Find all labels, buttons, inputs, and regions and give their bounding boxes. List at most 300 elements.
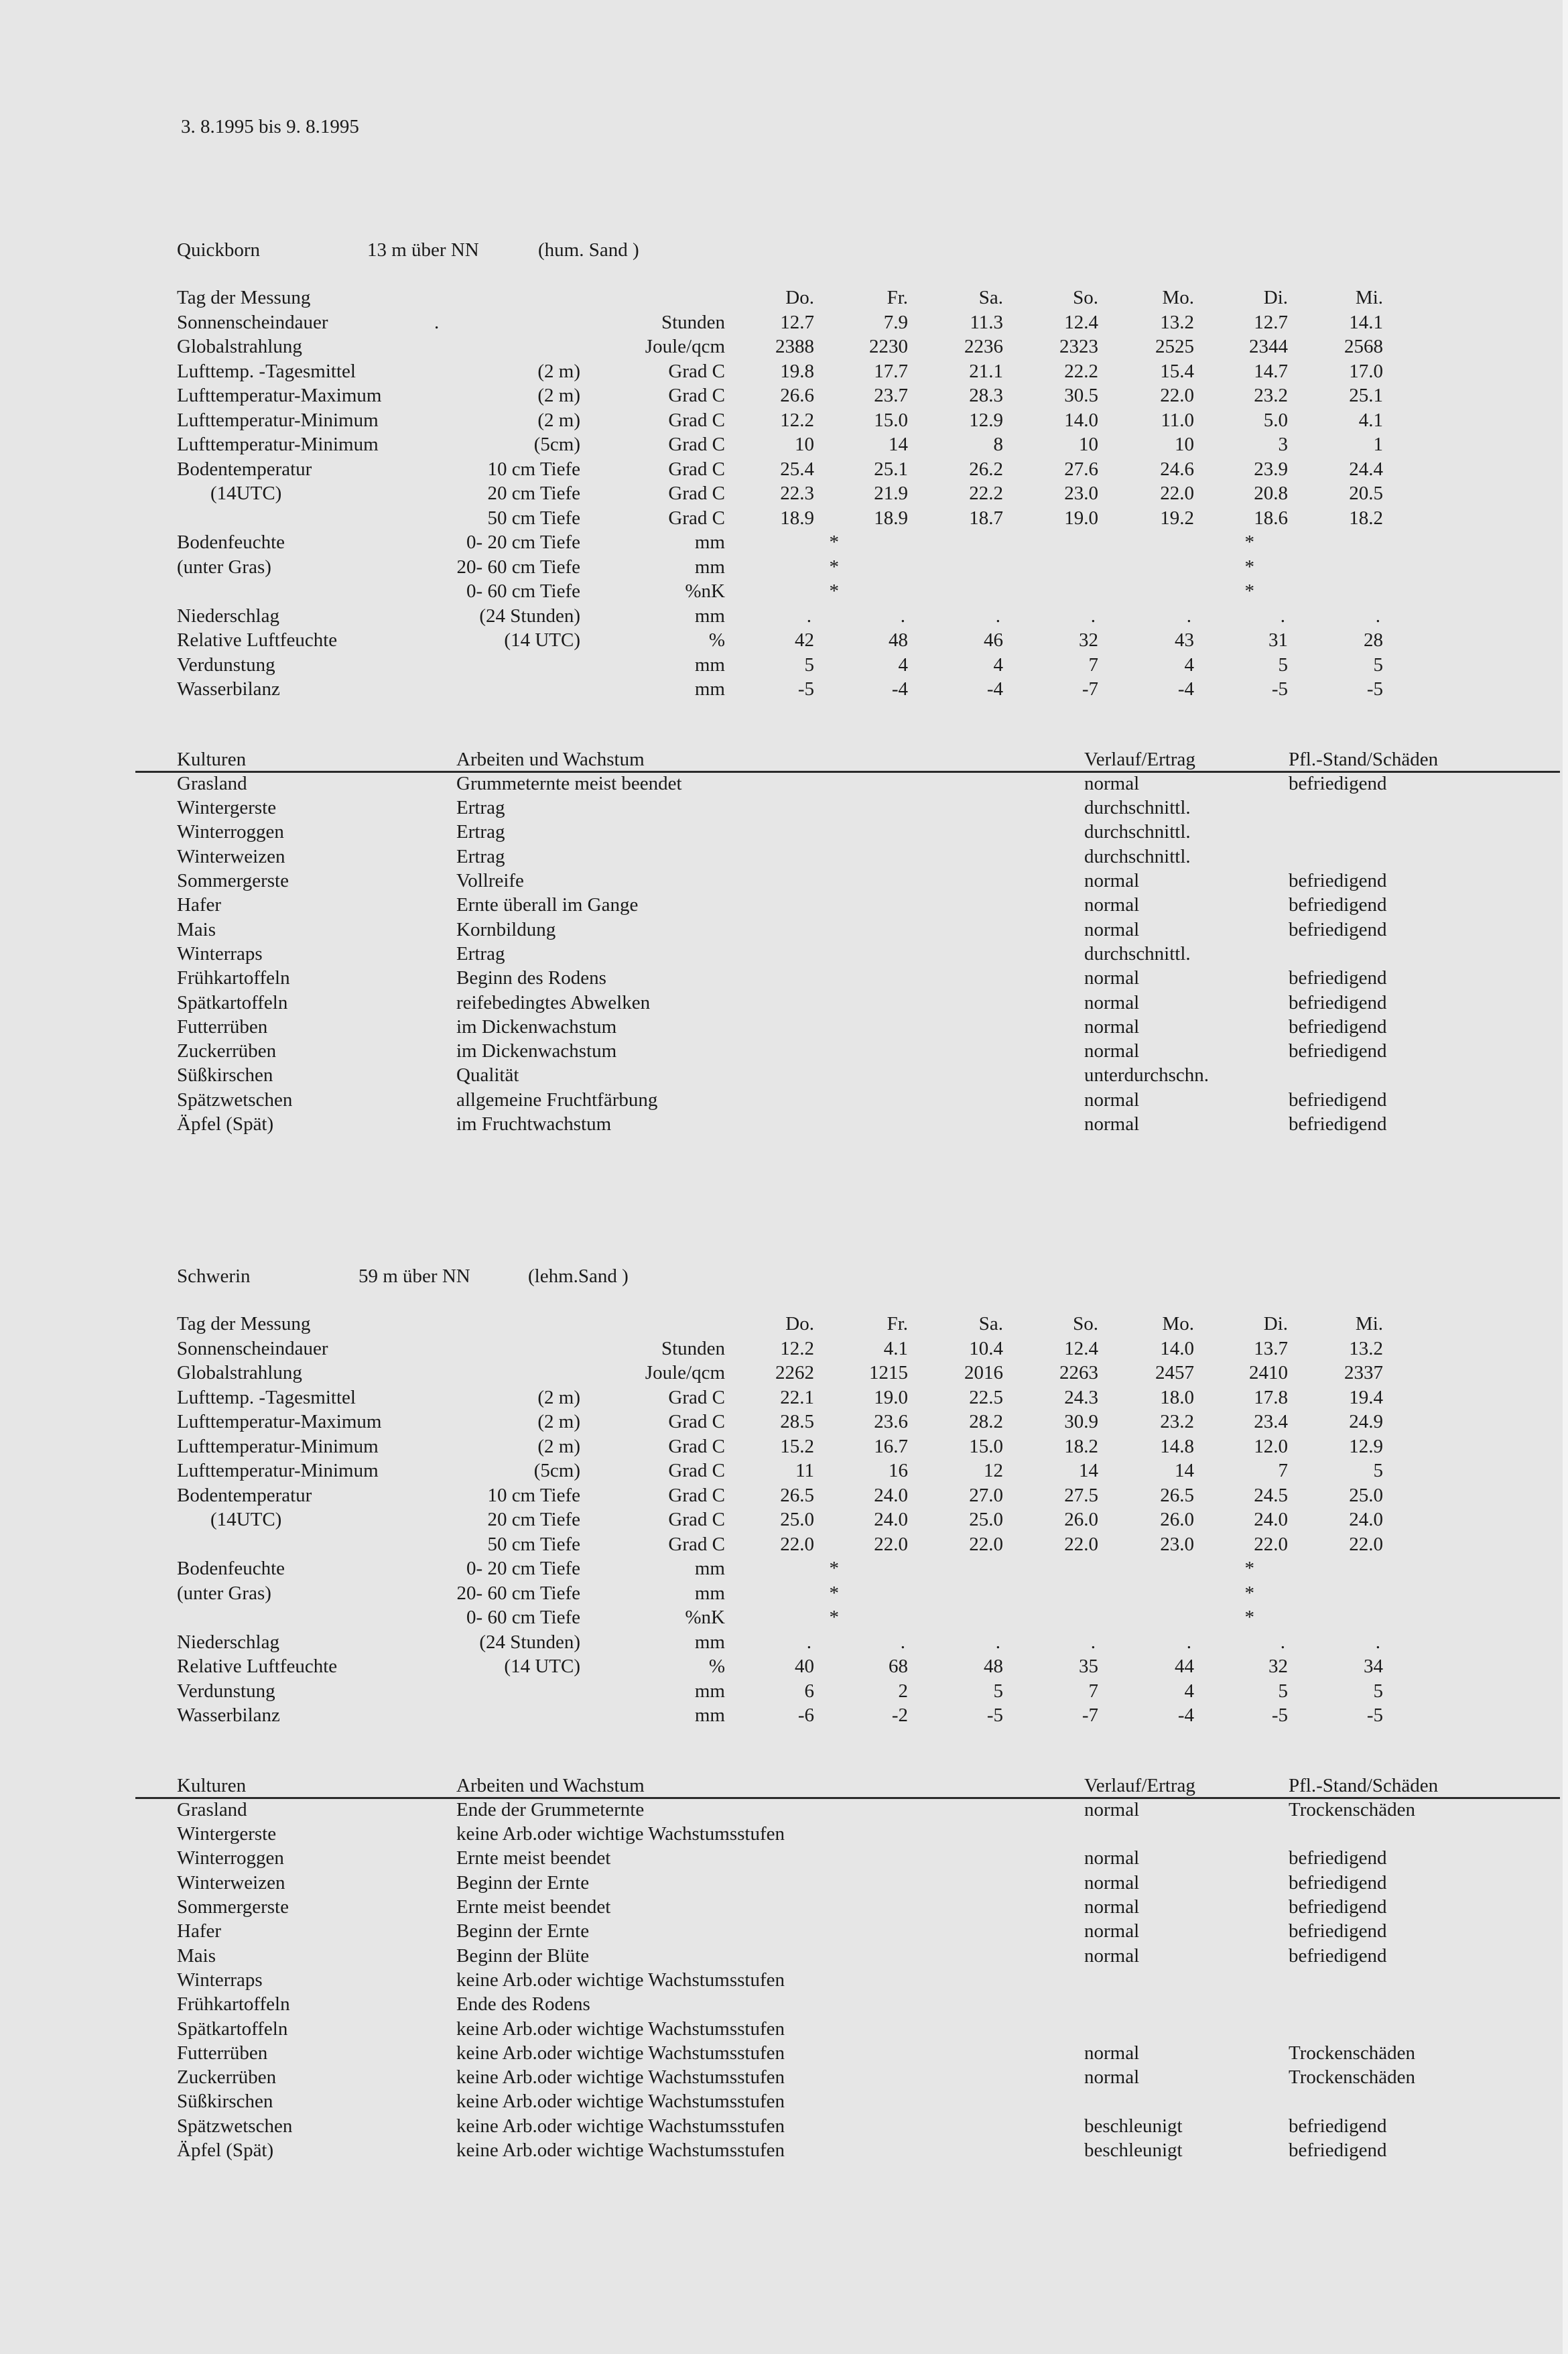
measurement-unit: mm bbox=[694, 605, 725, 627]
measurement-value: 26.0 bbox=[1160, 1509, 1194, 1530]
measurement-value: 31 bbox=[1268, 629, 1288, 651]
measurement-value: 28 bbox=[1364, 629, 1383, 651]
measurement-value: 24.9 bbox=[1349, 1411, 1383, 1432]
measurement-label: Bodentemperatur bbox=[177, 458, 312, 480]
crop-condition: befriedigend bbox=[1289, 1920, 1387, 1942]
measurement-value: 10 bbox=[795, 434, 814, 455]
day-header: Do. bbox=[785, 1313, 814, 1335]
measurement-value: 25.0 bbox=[780, 1509, 814, 1530]
measurement-value: 30.9 bbox=[1064, 1411, 1098, 1432]
measurement-label: Lufttemperatur-Minimum bbox=[177, 434, 379, 455]
crop-progress: normal bbox=[1084, 967, 1140, 989]
crop-progress: normal bbox=[1084, 1871, 1140, 1894]
measurement-value: 32 bbox=[1268, 1656, 1288, 1677]
measurement-value: 26.6 bbox=[780, 385, 814, 406]
measurement-unit: Grad C bbox=[668, 1411, 725, 1432]
measurement-value: 11.0 bbox=[1161, 409, 1194, 431]
measurement-value: 12.9 bbox=[1349, 1435, 1383, 1457]
crop-activity: Qualität bbox=[456, 1064, 519, 1087]
measurement-label: (14UTC) bbox=[210, 483, 282, 504]
crop-condition: befriedigend bbox=[1289, 1944, 1387, 1967]
measurement-value: 4.1 bbox=[883, 1337, 908, 1359]
crop-name: Futterrüben bbox=[177, 2042, 268, 2064]
measurement-value: 26.0 bbox=[1064, 1509, 1098, 1530]
measurement-value: 18.9 bbox=[874, 507, 908, 529]
measurement-value: 26.2 bbox=[969, 458, 1003, 480]
measurement-value: 12.9 bbox=[969, 409, 1003, 431]
measurement-unit: Grad C bbox=[668, 1509, 725, 1530]
measurement-value: 22.1 bbox=[780, 1386, 814, 1408]
measurement-value: 68 bbox=[889, 1656, 908, 1677]
measurement-unit: Grad C bbox=[668, 1386, 725, 1408]
measurement-sublabel: (24 Stunden) bbox=[479, 605, 580, 627]
measurement-sublabel: (14 UTC) bbox=[504, 1656, 580, 1677]
measurement-value: 24.4 bbox=[1349, 458, 1383, 480]
measurement-value: 1215 bbox=[869, 1362, 908, 1383]
measurement-value: 2410 bbox=[1249, 1362, 1288, 1383]
crop-progress: durchschnittl. bbox=[1084, 797, 1191, 819]
measurement-value: 2262 bbox=[775, 1362, 814, 1383]
crop-progress: normal bbox=[1084, 1944, 1140, 1967]
measurement-unit: %nK bbox=[685, 580, 725, 602]
measurement-value: * bbox=[829, 1582, 839, 1604]
crop-name: Zuckerrüben bbox=[177, 1040, 277, 1062]
crop-progress: normal bbox=[1084, 1798, 1140, 1820]
crop-progress: normal bbox=[1084, 1847, 1140, 1869]
crop-activity: keine Arb.oder wichtige Wachstumsstufen bbox=[456, 2018, 785, 2040]
measurement-value: 22.0 bbox=[874, 1533, 908, 1555]
measurement-value: . bbox=[995, 605, 1000, 627]
crop-activity: Ernte meist beendet bbox=[456, 1896, 611, 1918]
measurement-unit: mm bbox=[694, 1705, 725, 1726]
crop-activity: Vollreife bbox=[456, 870, 524, 891]
measurement-value: 23.0 bbox=[1160, 1533, 1194, 1555]
measurement-value: 10.4 bbox=[969, 1337, 1003, 1359]
crop-name: Spätzwetschen bbox=[177, 2115, 293, 2137]
measurement-value: 25.0 bbox=[969, 1509, 1003, 1530]
measurement-value: -4 bbox=[1177, 678, 1194, 700]
measurement-value: 22.0 bbox=[969, 1533, 1003, 1555]
crops-header-stand: Pfl.-Stand/Schäden bbox=[1289, 1774, 1439, 1796]
crop-progress: normal bbox=[1084, 1920, 1140, 1942]
measurement-value: 20.5 bbox=[1349, 483, 1383, 504]
measurement-value: 17.0 bbox=[1349, 360, 1383, 382]
measurement-label: Sonnenscheindauer bbox=[177, 311, 328, 333]
crop-condition: befriedigend bbox=[1289, 1871, 1387, 1894]
measurement-label: Lufttemp. -Tagesmittel bbox=[177, 360, 356, 382]
measurement-value: 12.7 bbox=[780, 311, 814, 333]
measurement-value: 16 bbox=[889, 1460, 908, 1481]
crop-progress: normal bbox=[1084, 894, 1140, 916]
station-name: Quickborn bbox=[177, 239, 261, 261]
measurement-value: 22.5 bbox=[969, 1386, 1003, 1408]
measurement-value: 4 bbox=[898, 654, 908, 676]
measurement-label: Bodentemperatur bbox=[177, 1484, 312, 1506]
measurement-header-label: Tag der Messung bbox=[177, 287, 311, 308]
measurement-value: 4.1 bbox=[1358, 409, 1383, 431]
measurement-value: 4 bbox=[1184, 1680, 1194, 1702]
crop-progress: normal bbox=[1084, 870, 1140, 891]
measurement-value: . bbox=[1375, 605, 1380, 627]
measurement-label: Lufttemperatur-Maximum bbox=[177, 385, 382, 406]
separator-dot: . bbox=[434, 311, 440, 333]
crop-progress: durchschnittl. bbox=[1084, 845, 1191, 867]
crop-activity: allgemeine Fruchtfärbung bbox=[456, 1089, 658, 1111]
measurement-value: 18.7 bbox=[969, 507, 1003, 529]
crop-name: Grasland bbox=[177, 772, 247, 794]
day-header: Fr. bbox=[887, 1313, 908, 1335]
crops-header-verlauf: Verlauf/Ertrag bbox=[1084, 748, 1195, 770]
measurement-value: -4 bbox=[986, 678, 1003, 700]
measurement-unit: Grad C bbox=[668, 1533, 725, 1555]
measurement-value: 14.8 bbox=[1160, 1435, 1194, 1457]
measurement-value: 22.0 bbox=[780, 1533, 814, 1555]
page-edge bbox=[1563, 0, 1568, 2354]
crop-name: Hafer bbox=[177, 894, 222, 916]
measurement-value: 11.3 bbox=[970, 311, 1003, 333]
measurement-value: . bbox=[1186, 605, 1191, 627]
measurement-sublabel: (5cm) bbox=[533, 1460, 580, 1481]
crop-activity: Ertrag bbox=[456, 942, 505, 965]
measurement-label: Sonnenscheindauer bbox=[177, 1337, 328, 1359]
measurement-value: * bbox=[829, 556, 839, 578]
measurement-value: * bbox=[1244, 580, 1254, 602]
measurement-sublabel: (2 m) bbox=[537, 409, 580, 431]
crop-progress: normal bbox=[1084, 2042, 1140, 2064]
measurement-label: Lufttemperatur-Maximum bbox=[177, 1411, 382, 1432]
measurement-value: 5 bbox=[1373, 1460, 1383, 1481]
crop-condition: Trockenschäden bbox=[1289, 2066, 1415, 2089]
crop-progress: unterdurchschn. bbox=[1084, 1064, 1210, 1087]
crop-activity: Beginn der Ernte bbox=[456, 1920, 590, 1942]
crop-condition: befriedigend bbox=[1289, 918, 1387, 940]
measurement-value: . bbox=[995, 1631, 1000, 1653]
measurement-unit: Stunden bbox=[661, 1337, 725, 1359]
measurement-value: 26.5 bbox=[1160, 1484, 1194, 1506]
crop-activity: keine Arb.oder wichtige Wachstumsstufen bbox=[456, 2091, 785, 2113]
measurement-value: 24.5 bbox=[1254, 1484, 1288, 1506]
crop-name: Winterweizen bbox=[177, 845, 285, 867]
measurement-value: 2568 bbox=[1344, 336, 1383, 357]
measurement-value: 27.6 bbox=[1064, 458, 1098, 480]
measurement-sublabel: (2 m) bbox=[537, 1386, 580, 1408]
measurement-value: -5 bbox=[1271, 678, 1288, 700]
crop-name: Sommergerste bbox=[177, 870, 289, 891]
measurement-value: 13.7 bbox=[1254, 1337, 1288, 1359]
crop-name: Zuckerrüben bbox=[177, 2066, 277, 2089]
crop-progress: normal bbox=[1084, 1015, 1140, 1038]
crop-condition: befriedigend bbox=[1289, 2115, 1387, 2137]
measurement-unit: Grad C bbox=[668, 458, 725, 480]
measurement-value: 2337 bbox=[1344, 1362, 1383, 1383]
measurement-value: 19.2 bbox=[1160, 507, 1194, 529]
crop-name: Winterroggen bbox=[177, 1847, 284, 1869]
crop-condition: befriedigend bbox=[1289, 772, 1387, 794]
crop-name: Frühkartoffeln bbox=[177, 1993, 290, 2016]
measurement-value: 25.4 bbox=[780, 458, 814, 480]
measurement-value: 18.2 bbox=[1349, 507, 1383, 529]
measurement-value: 14.0 bbox=[1064, 409, 1098, 431]
measurement-unit: mm bbox=[694, 1680, 725, 1702]
measurement-value: 28.5 bbox=[780, 1411, 814, 1432]
crop-activity: keine Arb.oder wichtige Wachstumsstufen bbox=[456, 2066, 785, 2089]
crop-name: Spätkartoffeln bbox=[177, 2018, 288, 2040]
measurement-value: 27.5 bbox=[1064, 1484, 1098, 1506]
measurement-label: Bodenfeuchte bbox=[177, 532, 285, 553]
crop-activity: im Dickenwachstum bbox=[456, 1040, 617, 1062]
measurement-label: Niederschlag bbox=[177, 1631, 279, 1653]
measurement-sublabel: 20 cm Tiefe bbox=[487, 1509, 580, 1530]
crop-name: Sommergerste bbox=[177, 1896, 289, 1918]
measurement-unit: Joule/qcm bbox=[645, 336, 725, 357]
measurement-unit: mm bbox=[694, 654, 725, 676]
measurement-value: 28.3 bbox=[969, 385, 1003, 406]
measurement-unit: mm bbox=[694, 678, 725, 700]
measurement-value: 7 bbox=[1088, 1680, 1098, 1702]
crops-header-arbeit: Arbeiten und Wachstum bbox=[456, 748, 645, 770]
day-header: Do. bbox=[785, 287, 814, 308]
measurement-value: 6 bbox=[804, 1680, 814, 1702]
measurement-value: 24.0 bbox=[874, 1484, 908, 1506]
measurement-sublabel: 50 cm Tiefe bbox=[487, 507, 580, 529]
measurement-value: . bbox=[900, 605, 905, 627]
measurement-value: 4 bbox=[1184, 654, 1194, 676]
measurement-unit: Grad C bbox=[668, 1435, 725, 1457]
measurement-label: Niederschlag bbox=[177, 605, 279, 627]
measurement-label: Globalstrahlung bbox=[177, 1362, 302, 1383]
crop-name: Futterrüben bbox=[177, 1015, 268, 1038]
station-soil: (lehm.Sand ) bbox=[528, 1265, 629, 1287]
measurement-value: 23.2 bbox=[1160, 1411, 1194, 1432]
crop-progress: durchschnittl. bbox=[1084, 821, 1191, 843]
measurement-value: 23.0 bbox=[1064, 483, 1098, 504]
measurement-sublabel: 0- 60 cm Tiefe bbox=[466, 1607, 580, 1628]
crops-header-kultur: Kulturen bbox=[177, 1774, 247, 1796]
measurement-value: . bbox=[1280, 1631, 1285, 1653]
measurement-value: 8 bbox=[993, 434, 1003, 455]
crop-name: Hafer bbox=[177, 1920, 222, 1942]
measurement-value: -5 bbox=[986, 1705, 1003, 1726]
day-header: So. bbox=[1073, 287, 1098, 308]
measurement-value: 18.0 bbox=[1160, 1386, 1194, 1408]
measurement-sublabel: (5cm) bbox=[533, 434, 580, 455]
crop-activity: im Fruchtwachstum bbox=[456, 1113, 612, 1135]
measurement-unit: % bbox=[708, 629, 725, 651]
measurement-unit: mm bbox=[694, 1582, 725, 1604]
day-header: Mo. bbox=[1162, 287, 1194, 308]
measurement-value: 12.7 bbox=[1254, 311, 1288, 333]
crop-progress: normal bbox=[1084, 918, 1140, 940]
measurement-label: (unter Gras) bbox=[177, 556, 271, 578]
crop-name: Wintergerste bbox=[177, 1823, 277, 1845]
measurement-unit: % bbox=[708, 1656, 725, 1677]
measurement-value: 10 bbox=[1079, 434, 1098, 455]
measurement-value: 32 bbox=[1079, 629, 1098, 651]
measurement-sublabel: 20- 60 cm Tiefe bbox=[456, 556, 580, 578]
measurement-value: * bbox=[1244, 556, 1254, 578]
crop-activity: reifebedingtes Abwelken bbox=[456, 991, 651, 1013]
measurement-value: * bbox=[1244, 532, 1254, 553]
measurement-value: 2525 bbox=[1155, 336, 1194, 357]
crop-activity: Ende des Rodens bbox=[456, 1993, 590, 2016]
measurement-value: 11 bbox=[795, 1460, 814, 1481]
measurement-value: 5 bbox=[1278, 654, 1288, 676]
crop-activity: keine Arb.oder wichtige Wachstumsstufen bbox=[456, 1823, 785, 1845]
day-header: Sa. bbox=[978, 287, 1003, 308]
crop-activity: Beginn der Ernte bbox=[456, 1871, 590, 1894]
measurement-label: (14UTC) bbox=[210, 1509, 282, 1530]
crop-condition: Trockenschäden bbox=[1289, 2042, 1415, 2064]
crop-name: Winterraps bbox=[177, 942, 263, 965]
day-header: So. bbox=[1073, 1313, 1098, 1335]
measurement-label: Wasserbilanz bbox=[177, 678, 280, 700]
measurement-value: 22.0 bbox=[1160, 483, 1194, 504]
crop-progress: normal bbox=[1084, 991, 1140, 1013]
measurement-value: 7 bbox=[1088, 654, 1098, 676]
measurement-value: . bbox=[806, 605, 811, 627]
measurement-value: 24.0 bbox=[1349, 1509, 1383, 1530]
measurement-value: 23.6 bbox=[874, 1411, 908, 1432]
crop-activity: keine Arb.oder wichtige Wachstumsstufen bbox=[456, 2140, 785, 2161]
measurement-value: * bbox=[829, 532, 839, 553]
crop-name: Winterweizen bbox=[177, 1871, 285, 1894]
measurement-value: 5 bbox=[1278, 1680, 1288, 1702]
crops-header-arbeit: Arbeiten und Wachstum bbox=[456, 1774, 645, 1796]
measurement-value: 24.6 bbox=[1160, 458, 1194, 480]
measurement-value: 13.2 bbox=[1349, 1337, 1383, 1359]
measurement-value: 16.7 bbox=[874, 1435, 908, 1457]
measurement-value: 4 bbox=[993, 654, 1003, 676]
measurement-unit: Grad C bbox=[668, 1460, 725, 1481]
crop-name: Äpfel (Spät) bbox=[177, 2140, 274, 2161]
measurement-value: 24.0 bbox=[874, 1509, 908, 1530]
measurement-unit: Grad C bbox=[668, 385, 725, 406]
crop-activity: Kornbildung bbox=[456, 918, 556, 940]
measurement-value: 2344 bbox=[1249, 336, 1288, 357]
measurement-value: 12.4 bbox=[1064, 311, 1098, 333]
measurement-value: 12.2 bbox=[780, 409, 814, 431]
crop-condition: befriedigend bbox=[1289, 1089, 1387, 1111]
measurement-unit: Grad C bbox=[668, 1484, 725, 1506]
measurement-value: 22.2 bbox=[969, 483, 1003, 504]
measurement-unit: Stunden bbox=[661, 311, 725, 333]
crop-activity: Ertrag bbox=[456, 797, 505, 819]
measurement-sublabel: 20 cm Tiefe bbox=[487, 483, 580, 504]
measurement-value: . bbox=[900, 1631, 905, 1653]
measurement-value: 12.2 bbox=[780, 1337, 814, 1359]
crop-condition: befriedigend bbox=[1289, 1847, 1387, 1869]
crops-header-verlauf: Verlauf/Ertrag bbox=[1084, 1774, 1195, 1796]
crop-activity: Ernte überall im Gange bbox=[456, 894, 639, 916]
day-header: Di. bbox=[1263, 287, 1288, 308]
crop-activity: Grummeternte meist beendet bbox=[456, 772, 682, 794]
measurement-value: -5 bbox=[1366, 1705, 1383, 1726]
measurement-value: 7.9 bbox=[883, 311, 908, 333]
measurement-sublabel: 0- 20 cm Tiefe bbox=[466, 1558, 580, 1579]
measurement-value: . bbox=[1280, 605, 1285, 627]
measurement-value: -4 bbox=[1177, 1705, 1194, 1726]
measurement-value: 23.9 bbox=[1254, 458, 1288, 480]
measurement-value: 5 bbox=[1373, 1680, 1383, 1702]
measurement-value: 14.0 bbox=[1160, 1337, 1194, 1359]
measurement-unit: mm bbox=[694, 532, 725, 553]
measurement-value: * bbox=[829, 580, 839, 602]
measurement-value: 48 bbox=[889, 629, 908, 651]
measurement-label: Lufttemperatur-Minimum bbox=[177, 1460, 379, 1481]
measurement-value: * bbox=[1244, 1607, 1254, 1628]
crop-progress: normal bbox=[1084, 1113, 1140, 1135]
measurement-value: 21.9 bbox=[874, 483, 908, 504]
crop-progress: normal bbox=[1084, 1896, 1140, 1918]
crop-activity: im Dickenwachstum bbox=[456, 1015, 617, 1038]
crop-name: Winterroggen bbox=[177, 821, 284, 843]
crops-header-kultur: Kulturen bbox=[177, 748, 247, 770]
measurement-value: 19.0 bbox=[1064, 507, 1098, 529]
measurement-value: 22.0 bbox=[1254, 1533, 1288, 1555]
crop-condition: befriedigend bbox=[1289, 1113, 1387, 1135]
measurement-value: 27.0 bbox=[969, 1484, 1003, 1506]
station-name: Schwerin bbox=[177, 1265, 251, 1287]
crops-header-stand: Pfl.-Stand/Schäden bbox=[1289, 748, 1439, 770]
measurement-value: 24.3 bbox=[1064, 1386, 1098, 1408]
measurement-sublabel: 20- 60 cm Tiefe bbox=[456, 1582, 580, 1604]
measurement-value: 2236 bbox=[964, 336, 1003, 357]
measurement-value: 19.8 bbox=[780, 360, 814, 382]
crop-condition: befriedigend bbox=[1289, 1896, 1387, 1918]
measurement-value: 15.2 bbox=[780, 1435, 814, 1457]
measurement-sublabel: 0- 60 cm Tiefe bbox=[466, 580, 580, 602]
measurement-value: 10 bbox=[1175, 434, 1194, 455]
measurement-label: Lufttemperatur-Minimum bbox=[177, 1435, 379, 1457]
measurement-value: 34 bbox=[1364, 1656, 1383, 1677]
measurement-unit: mm bbox=[694, 1631, 725, 1653]
measurement-header-label: Tag der Messung bbox=[177, 1313, 311, 1335]
measurement-value: 35 bbox=[1079, 1656, 1098, 1677]
measurement-value: 23.7 bbox=[874, 385, 908, 406]
measurement-value: 2323 bbox=[1059, 336, 1098, 357]
crop-activity: Ertrag bbox=[456, 821, 505, 843]
measurement-label: Verdunstung bbox=[177, 1680, 275, 1702]
measurement-label: Wasserbilanz bbox=[177, 1705, 280, 1726]
measurement-value: 42 bbox=[795, 629, 814, 651]
measurement-value: . bbox=[1375, 1631, 1380, 1653]
crop-name: Mais bbox=[177, 918, 216, 940]
measurement-value: 18.9 bbox=[780, 507, 814, 529]
crop-activity: keine Arb.oder wichtige Wachstumsstufen bbox=[456, 2042, 785, 2064]
measurement-value: -7 bbox=[1082, 1705, 1098, 1726]
measurement-value: 25.1 bbox=[874, 458, 908, 480]
measurement-value: 3 bbox=[1278, 434, 1288, 455]
measurement-value: -5 bbox=[797, 678, 814, 700]
measurement-value: 14.1 bbox=[1349, 311, 1383, 333]
crop-activity: Ende der Grummeternte bbox=[456, 1798, 645, 1820]
measurement-label: Bodenfeuchte bbox=[177, 1558, 285, 1579]
measurement-value: . bbox=[1090, 605, 1096, 627]
measurement-value: 22.2 bbox=[1064, 360, 1098, 382]
measurement-sublabel: 10 cm Tiefe bbox=[487, 458, 580, 480]
measurement-value: 14 bbox=[1175, 1460, 1194, 1481]
measurement-value: 2263 bbox=[1059, 1362, 1098, 1383]
measurement-sublabel: (2 m) bbox=[537, 1435, 580, 1457]
measurement-value: 2457 bbox=[1155, 1362, 1194, 1383]
measurement-value: 12 bbox=[984, 1460, 1003, 1481]
date-range: 3. 8.1995 bis 9. 8.1995 bbox=[181, 116, 359, 137]
measurement-value: 15.0 bbox=[874, 409, 908, 431]
measurement-value: 2388 bbox=[775, 336, 814, 357]
measurement-value: 28.2 bbox=[969, 1411, 1003, 1432]
measurement-sublabel: 50 cm Tiefe bbox=[487, 1533, 580, 1555]
measurement-label: Relative Luftfeuchte bbox=[177, 629, 338, 651]
